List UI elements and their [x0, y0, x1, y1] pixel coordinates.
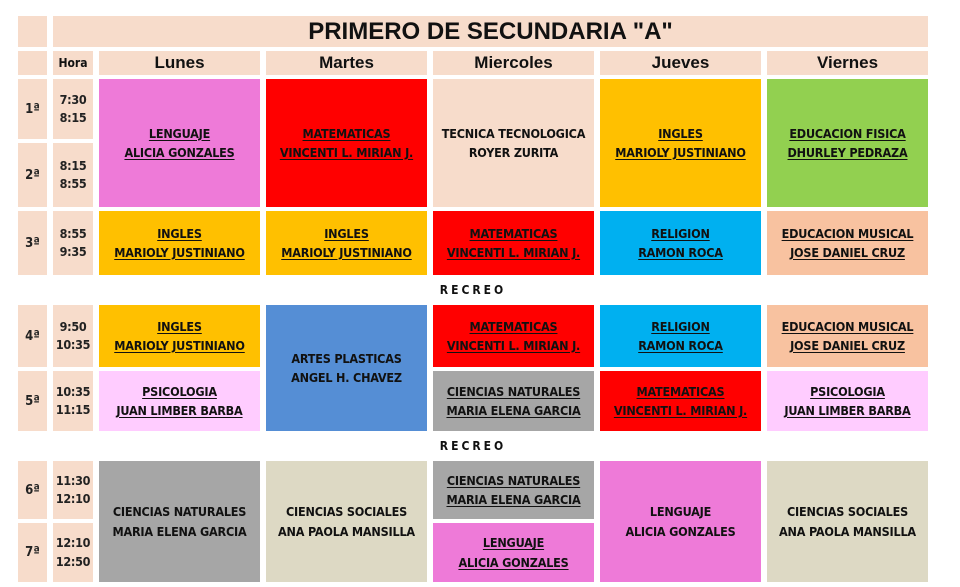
header-martes: Martes [266, 51, 427, 75]
class-cell-edmusical: EDUCACION MUSICAL JOSE DANIEL CRUZ [767, 211, 928, 275]
class-cell-tecnica: TECNICA TECNOLOGICA ROYER ZURITA [433, 79, 594, 207]
class-cell-ingles: INGLES MARIOLY JUSTINIANO [600, 79, 761, 207]
class-cell-lenguaje: LENGUAJE ALICIA GONZALES [99, 79, 260, 207]
class-cell-ingles: INGLES MARIOLY JUSTINIANO [99, 211, 260, 275]
class-cell-matematicas: MATEMATICAS VINCENTI L. MIRIAN J. [433, 305, 594, 367]
period-time: 10:35 11:15 [53, 371, 93, 431]
class-cell-religion: RELIGION RAMON ROCA [600, 305, 761, 367]
class-cell-cnaturales: CIENCIAS NATURALES MARIA ELENA GARCIA [433, 371, 594, 431]
class-cell-matematicas: MATEMATICAS VINCENTI L. MIRIAN J. [600, 371, 761, 431]
period-number: 3ª [18, 211, 47, 275]
class-cell-matematicas: MATEMATICAS VINCENTI L. MIRIAN J. [433, 211, 594, 275]
class-cell-matematicas: MATEMATICAS VINCENTI L. MIRIAN J. [266, 79, 427, 207]
title-corner [18, 16, 47, 47]
class-cell-csociales: CIENCIAS SOCIALES ANA PAOLA MANSILLA [266, 461, 427, 582]
period-number: 1ª [18, 79, 47, 139]
period-number: 2ª [18, 143, 47, 207]
period-time: 7:30 8:15 [53, 79, 93, 139]
class-cell-lenguaje: LENGUAJE ALICIA GONZALES [600, 461, 761, 582]
class-cell-cnaturales: CIENCIAS NATURALES MARIA ELENA GARCIA [99, 461, 260, 582]
class-cell-psicologia: PSICOLOGIA JUAN LIMBER BARBA [767, 371, 928, 431]
class-cell-psicologia: PSICOLOGIA JUAN LIMBER BARBA [99, 371, 260, 431]
period-number: 4ª [18, 305, 47, 367]
header-viernes: Viernes [767, 51, 928, 75]
header-miercoles: Miercoles [433, 51, 594, 75]
class-cell-lenguaje: LENGUAJE ALICIA GONZALES [433, 523, 594, 582]
period-time: 12:10 12:50 [53, 523, 93, 582]
schedule-title: PRIMERO DE SECUNDARIA "A" [53, 16, 928, 47]
period-time: 8:15 8:55 [53, 143, 93, 207]
class-cell-cnaturales: CIENCIAS NATURALES MARIA ELENA GARCIA [433, 461, 594, 519]
period-time: 9:50 10:35 [53, 305, 93, 367]
period-number: 5ª [18, 371, 47, 431]
class-cell-csociales: CIENCIAS SOCIALES ANA PAOLA MANSILLA [767, 461, 928, 582]
header-lunes: Lunes [99, 51, 260, 75]
recreo-bar: RECREO [18, 279, 928, 301]
class-cell-religion: RELIGION RAMON ROCA [600, 211, 761, 275]
class-cell-artes: ARTES PLASTICAS ANGEL H. CHAVEZ [266, 305, 427, 431]
recreo-bar: RECREO [18, 435, 928, 457]
class-cell-ingles: INGLES MARIOLY JUSTINIANO [99, 305, 260, 367]
header-corner [18, 51, 47, 75]
schedule-table [18, 16, 938, 572]
class-cell-ingles: INGLES MARIOLY JUSTINIANO [266, 211, 427, 275]
header-jueves: Jueves [600, 51, 761, 75]
class-cell-edfisica: EDUCACION FISICA DHURLEY PEDRAZA [767, 79, 928, 207]
period-time: 11:30 12:10 [53, 461, 93, 519]
header-hora: Hora [53, 51, 93, 75]
period-number: 6ª [18, 461, 47, 519]
class-cell-edmusical: EDUCACION MUSICAL JOSE DANIEL CRUZ [767, 305, 928, 367]
period-time: 8:55 9:35 [53, 211, 93, 275]
period-number: 7ª [18, 523, 47, 582]
